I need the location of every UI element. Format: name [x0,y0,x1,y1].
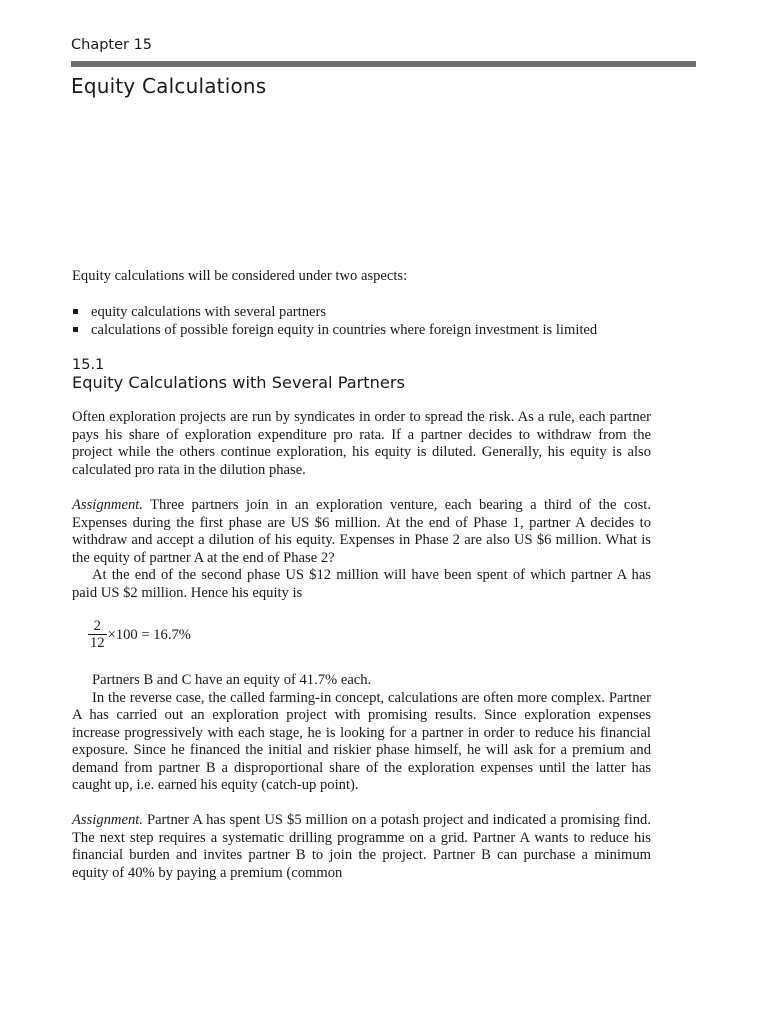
equity-formula [88,618,191,652]
bullet-text: calculations of possible foreign equity in countries where foreign investment is limited [91,322,598,338]
assignment-2-text: Partner A has spent US $5 million on a potash project and indicated a promising find. The next step requires a systematic drilling programme on a grid. Partner A wants to reduce his financial burden and invites partner B to join the project. Partner B can purchase a minimum equity of 40% by paying a premium (common [72,812,651,881]
section-title: Equity Calculations with Several Partners [72,373,405,392]
paragraph-1 [72,409,651,479]
chapter-title: Equity Calculations [71,74,267,98]
list-item [72,321,672,339]
formula-result: ×100 = 16.7% [107,626,191,643]
fraction-denominator: 12 [90,635,105,651]
paragraph-2-text: At the end of the second phase US $12 million will have been spent of which partner A has paid US $2 million. Hence his equity is [72,567,651,601]
assignment-1-block [72,497,651,602]
paragraph-3-text: Partners B and C have an equity of 41.7% each. [92,672,372,688]
paragraph-1-text: Often exploration projects are run by syndicates in order to spread the risk. As a rule, each partner pays his share of exploration expenditure pro rata. If a partner decides to withdraw from the project while the others continue exploration, his equity is diluted. Generally, his equity is also calculated pro rata in the dilution phase. [72,409,651,478]
intro-bullet-list [72,303,672,339]
paragraph-3-block [72,672,651,795]
intro-text: Equity calculations will be considered under two aspects: [72,268,408,284]
assignment-2-block [72,812,651,882]
assignment-1-text: Three partners join in an exploration venture, each bearing a third of the cost. Expenses during the first phase are US $6 million. At the end of Phase 1, partner A decides to withdraw and accept a dilution of his equity. Expenses in Phase 2 are also US $6 million. What is the equity of partner A at the end of Phase 2? [72,497,651,566]
chapter-rule [71,61,696,67]
square-bullet-icon [73,327,78,332]
assignment-2-label: Assignment. [72,812,143,828]
paragraph-4-text: In the reverse case, the called farming-in concept, calculations are often more complex. Partner A has carried out an exploration project with promising results. Since exploration expenses increase progressively with each stage, he is looking for a partner in order to reduce his financial exposure. Since he financed the initial and riskier phase himself, he will ask for a premium and demand from partner B a disproportional share of the exploration expenses until the latter has caught up, i.e. earned his equity (catch-up point). [72,689,651,793]
section-number: 15.1 [72,357,105,373]
chapter-label: Chapter 15 [71,37,153,53]
square-bullet-icon [73,309,78,314]
fraction [88,618,107,652]
bullet-text: equity calculations with several partners [91,304,327,320]
assignment-1-label: Assignment. [72,497,143,513]
assignment-1-paragraph [72,497,651,567]
list-item [72,303,672,321]
fraction-numerator: 2 [93,618,101,634]
assignment-2-paragraph [72,812,651,882]
